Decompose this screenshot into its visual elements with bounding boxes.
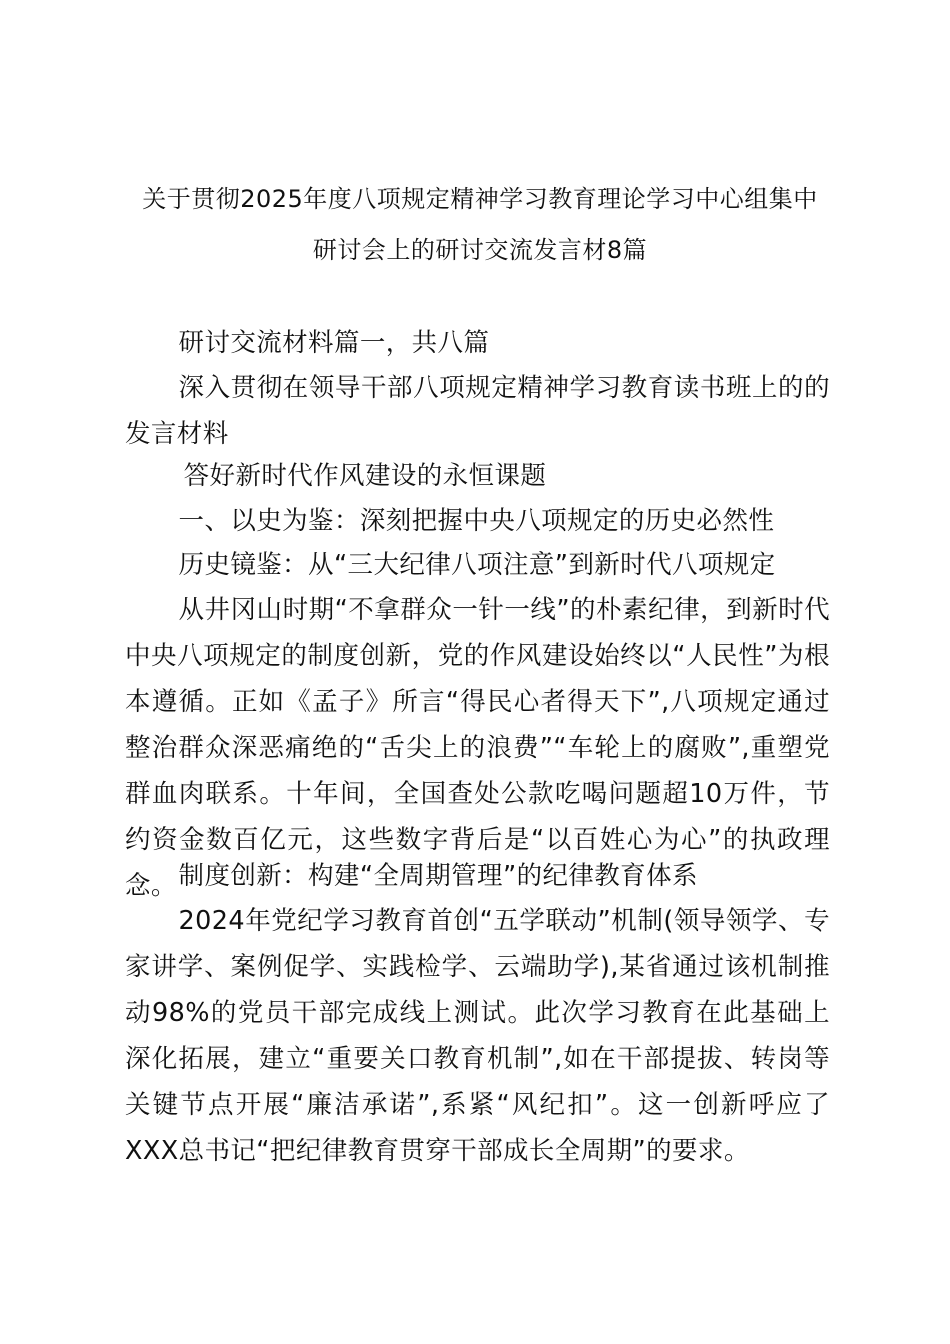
paragraph-institution-body: 2024年党纪学习教育首创“五学联动”机制(领导领学、专家讲学、案例促学、实践检学、云端助学),某省通过该机制推动98%的党员干部完成线上测试。此次学习教育在此基础上深化拓展，建立“重要关口教育机制”,如在干部提拔、转岗等关键节点开展“廉洁承诺”,系紧“风纪扣”。这一创新呼应了XXX总书记“把纪律教育贯穿干部成长全周期”的要求。 xyxy=(125,906,830,1166)
paragraph-history-body: 从井冈山时期“不拿群众一针一线”的朴素纪律，到新时代中央八项规定的制度创新，党的作风建设始终以“人民性”为根本遵循。正如《孟子》所言“得民心者得天下”,八项规定通过整治群众深恶痛绝的“舌尖上的浪费”“车轮上的腐败”,重塑党群血肉联系。十年间，全国查处公款吃喝问题超10万件，节约资金数百亿元，这些数字背后是“以百姓心为心”的执政理念。 xyxy=(125,595,830,901)
document-title-line-1: 关于贯彻2025年度八项规定精神学习教育理论学习中心组集中 xyxy=(142,185,818,213)
section-heading-1: 一、以史为鉴：深刻把握中央八项规定的历史必然性 xyxy=(178,506,775,536)
subsection-heading-history: 历史镜鉴：从“三大纪律八项注意”到新时代八项规定 xyxy=(178,550,776,580)
paragraph-speech-title: 深入贯彻在领导干部八项规定精神学习教育读书班上的的发言材料 xyxy=(125,373,830,449)
subsection-heading-institution: 制度创新：构建“全周期管理”的纪律教育体系 xyxy=(178,861,698,891)
document-title-line-2: 研讨会上的研讨交流发言材8篇 xyxy=(312,236,648,264)
paragraph-subtitle: 答好新时代作风建设的永恒课题 xyxy=(183,461,547,491)
paragraph-series-heading: 研讨交流材料篇一，共八篇 xyxy=(178,328,490,358)
